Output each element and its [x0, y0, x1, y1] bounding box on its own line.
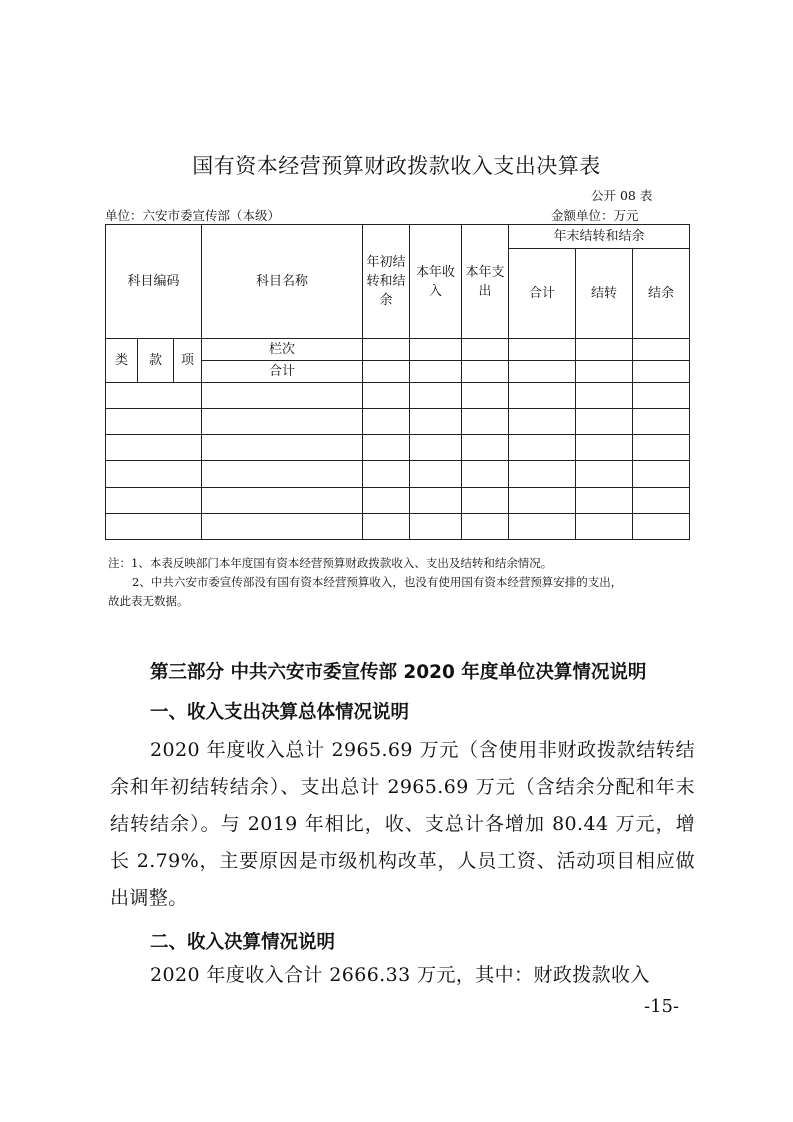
heading-income-details: 二、收入决算情况说明	[150, 932, 336, 953]
table-row	[106, 461, 690, 487]
unit-label: 单位：六安市委宣传部（本级）	[105, 208, 281, 223]
header-end-total: 合计	[509, 249, 576, 339]
table-row	[106, 513, 690, 539]
header-kuan: 款	[138, 339, 174, 383]
form-number: 公开 08 表	[591, 188, 653, 203]
section-title: 第三部分 中共六安市委宣传部 2020 年度单位决算情况说明	[150, 662, 647, 683]
heading-income-expense-overview: 一、收入支出决算总体情况说明	[150, 702, 410, 723]
note-line-1: 注：1、本表反映部门本年度国有资本经营预算财政拨款收入、支出及结转和结余情况。	[108, 556, 553, 570]
header-xiang: 项	[174, 339, 202, 383]
table-row	[106, 383, 690, 409]
header-end-surplus: 结余	[633, 249, 690, 339]
table-row	[106, 487, 690, 513]
table-row	[106, 409, 690, 435]
table-title: 国有资本经营预算财政拨款收入支出决算表	[192, 154, 601, 178]
row-total-label: 合计	[202, 361, 363, 383]
note-line-3: 故此表无数据。	[108, 594, 189, 608]
header-year-income: 本年收入	[410, 225, 462, 339]
header-begin-balance: 年初结转和结余	[363, 225, 410, 339]
paragraph-income: 2020 年度收入合计 2666.33 万元，其中：财政拨款收入	[150, 964, 650, 986]
header-end-balance-group: 年末结转和结余	[509, 225, 690, 249]
paragraph-overview: 2020 年度收入总计 2965.69 万元（含使用非财政拨款结转结余和年初结转结余）、支出总计 2965.69 万元（含结余分配和年末结转结余）。与 2019 年相比，收、支总计各增加 80.44 万元，增长 2.79%，主要原因是市级机构改革，人员工资、活动项目相应做出调整。	[110, 739, 695, 909]
row-lanci-label: 栏次	[202, 339, 363, 361]
header-year-expense: 本年支出	[462, 225, 509, 339]
header-lei: 类	[106, 339, 138, 383]
header-end-carry: 结转	[576, 249, 633, 339]
header-subject-code: 科目编码	[106, 225, 202, 339]
table-row	[106, 435, 690, 461]
note-line-2: 2、中共六安市委宣传部没有国有资本经营预算收入，也没有使用国有资本经营预算安排的支出，	[132, 575, 623, 589]
budget-table	[105, 224, 690, 540]
header-subject-name: 科目名称	[202, 225, 363, 339]
page-number: -15-	[644, 996, 680, 1017]
amount-unit-label: 金额单位：万元	[551, 208, 639, 223]
